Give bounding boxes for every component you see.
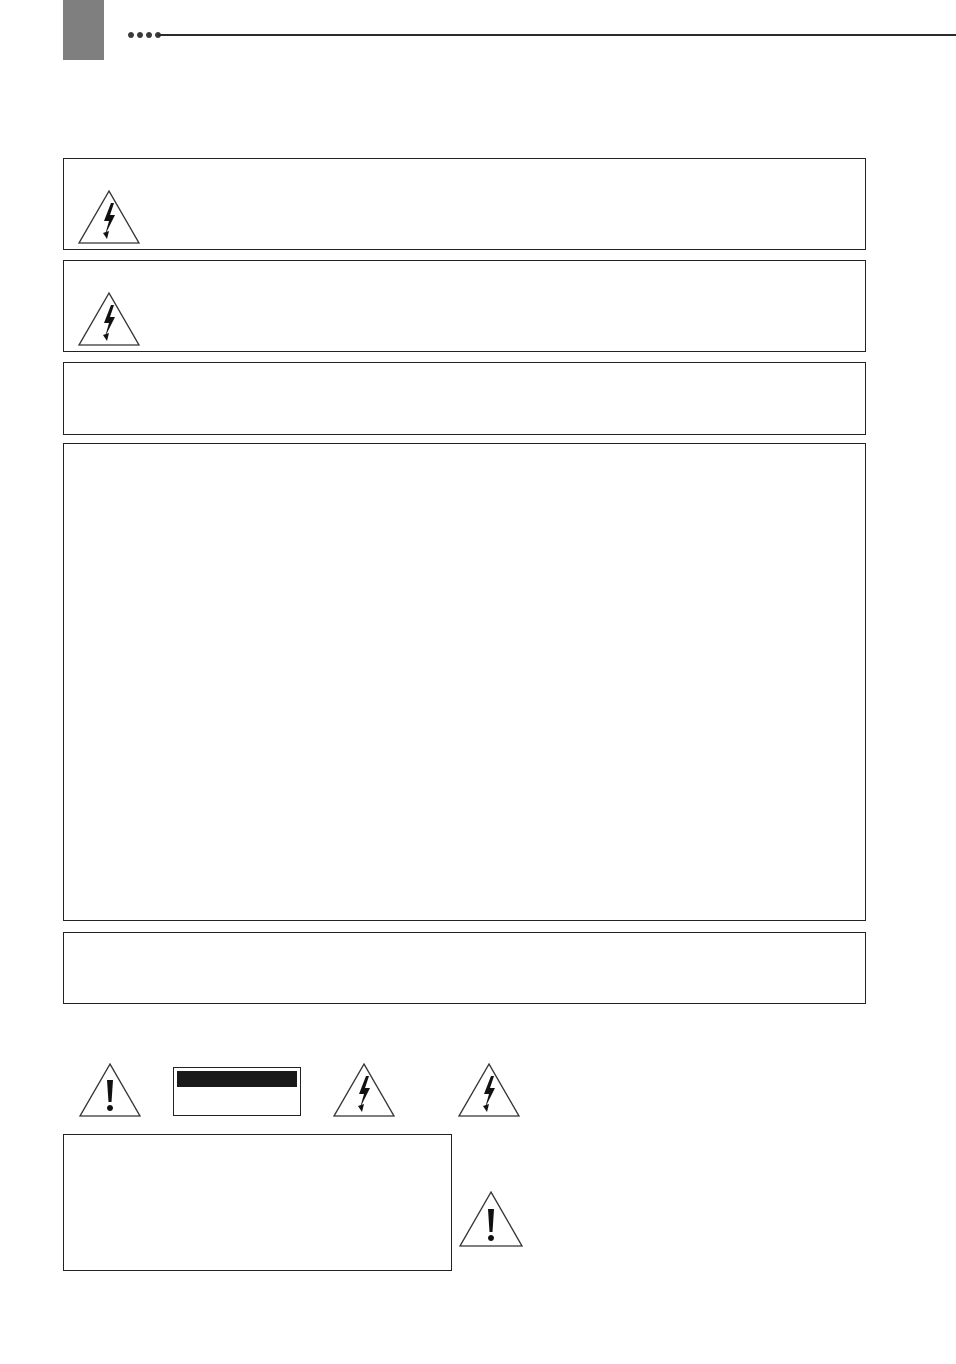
warning-box-2: [63, 260, 866, 352]
exclamation-warning-icon: [458, 1190, 524, 1248]
exclamation-warning-icon: [78, 1062, 142, 1118]
lightning-warning-icon: [332, 1062, 396, 1118]
dot-icon: [146, 32, 152, 38]
caution-label-bar: [177, 1071, 297, 1087]
dot-icon: [128, 32, 134, 38]
lightning-warning-icon: [77, 291, 141, 347]
header-rule: [158, 34, 956, 36]
page-tab: [63, 0, 104, 60]
bottom-notice-box: [63, 1134, 452, 1271]
warning-box-4: [63, 443, 866, 921]
dot-icon: [137, 32, 143, 38]
warning-box-1: [63, 158, 866, 250]
header-dots-icon: [128, 30, 161, 40]
lightning-warning-icon: [77, 189, 141, 245]
warning-box-5: [63, 932, 866, 1004]
lightning-warning-icon: [457, 1062, 521, 1118]
warning-box-3: [63, 362, 866, 435]
caution-label-icon: [173, 1067, 301, 1116]
